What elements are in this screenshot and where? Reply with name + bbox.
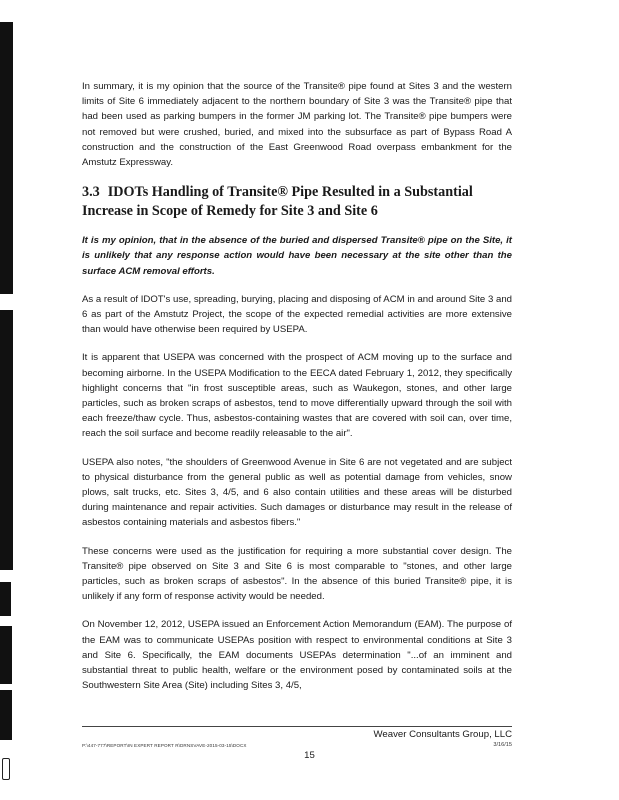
binder-clip-icon [2, 758, 10, 780]
footer-date: 3/16/15 [493, 742, 512, 748]
page-number: 15 [304, 750, 315, 761]
footer-file-path: P:\447-777\REPORT\IN EXPERT REPORT R\DRNSVAVE-2015-03-15\DOCX [82, 743, 247, 748]
scan-edge-mark-top [0, 22, 13, 294]
document-body [82, 79, 512, 694]
scan-edge-mark-low [0, 582, 11, 616]
scan-edge-mark-bottom-1 [0, 626, 12, 684]
paragraph-usepa-notes: USEPA also notes, "the shoulders of Greenwood Avenue in Site 6 are not vegetated and are subject to physical disturbance from the general public as well as potential damage from vehicles, snow plows, salt trucks, etc. Sites 3, 4/5, and 6 also contain utilities and these areas will be disturbed during maintenance and repair activities. Such damages or disturbance may result in the release of asbestos containing materials and asbestos fibers." [82, 456, 512, 529]
paragraph-usepa-concern: It is apparent that USEPA was concerned with the prospect of ACM moving up to the surface and becoming airborne. In the USEPA Modification to the EECA dated February 1, 2012, they specifically highlight concerns that "in frost susceptible areas, such as Waukegon, stones, and other large particles, such as broken scraps of asbestos, tend to move differentially upward through the soil with each freeze/thaw cycle. Thus, asbestos-containing wastes that are covered with soil can, over time, reach the soil surface and become readily releasable to the air". [82, 352, 512, 440]
footer-company-name: Weaver Consultants Group, LLC [373, 729, 512, 740]
paragraph-concerns-justification: These concerns were used as the justification for requiring a more substantial cover design. The Transite® pipe observed on Site 3 and Site 6 is most comparable to "stones, and other large particles, such as broken scraps of asbestos". In the absence of this buried Transite® pipe, it is unlikely if any form of response activity would be needed. [82, 545, 512, 603]
paragraph-idot-use: As a result of IDOT's use, spreading, burying, placing and disposing of ACM in and around Site 3 and 6 as part of the Amstutz Project, the scope of the expected remedial activities are more extensive than would have otherwise been required by USEPA. [82, 293, 512, 336]
section-title: IDOTs Handling of Transite® Pipe Resulted in a Substantial Increase in Scope of Remedy for Site 3 and Site 6 [82, 184, 473, 219]
opinion-statement: It is my opinion, that in the absence of the buried and dispersed Transite® pipe on the Site, it is unlikely that any response action would have been necessary at the site other than the surface ACM removal efforts. [82, 235, 512, 277]
footer-divider [82, 726, 512, 727]
section-heading [82, 183, 512, 220]
paragraph-summary: In summary, it is my opinion that the source of the Transite® pipe found at Sites 3 and the western limits of Site 6 immediately adjacent to the northern boundary of Site 3 was the Transite® pipe that had been used as parking bumpers in the former JM parking lot. The Transite® pipe bumpers were not removed but were crushed, buried, and mixed into the subsurface as part of Bypass Road A construction and the construction of the East Greenwood Road overpass embankment for the Amstutz Expressway. [82, 81, 512, 169]
section-number: 3.3 [82, 184, 100, 201]
scan-edge-mark-bottom-2 [0, 690, 12, 740]
paragraph-eam: On November 12, 2012, USEPA issued an Enforcement Action Memorandum (EAM). The purpose of the EAM was to communicate USEPAs position with respect to environmental conditions at Site 3 and Site 6. Specifically, the EAM documents USEPAs determination "...of an imminent and substantial threat to public health, welfare or the environment posed by contaminated soils at the Southwestern Site Area (Site) including Sites 3, 4/5, [82, 619, 512, 692]
scan-edge-mark-middle [0, 310, 13, 570]
